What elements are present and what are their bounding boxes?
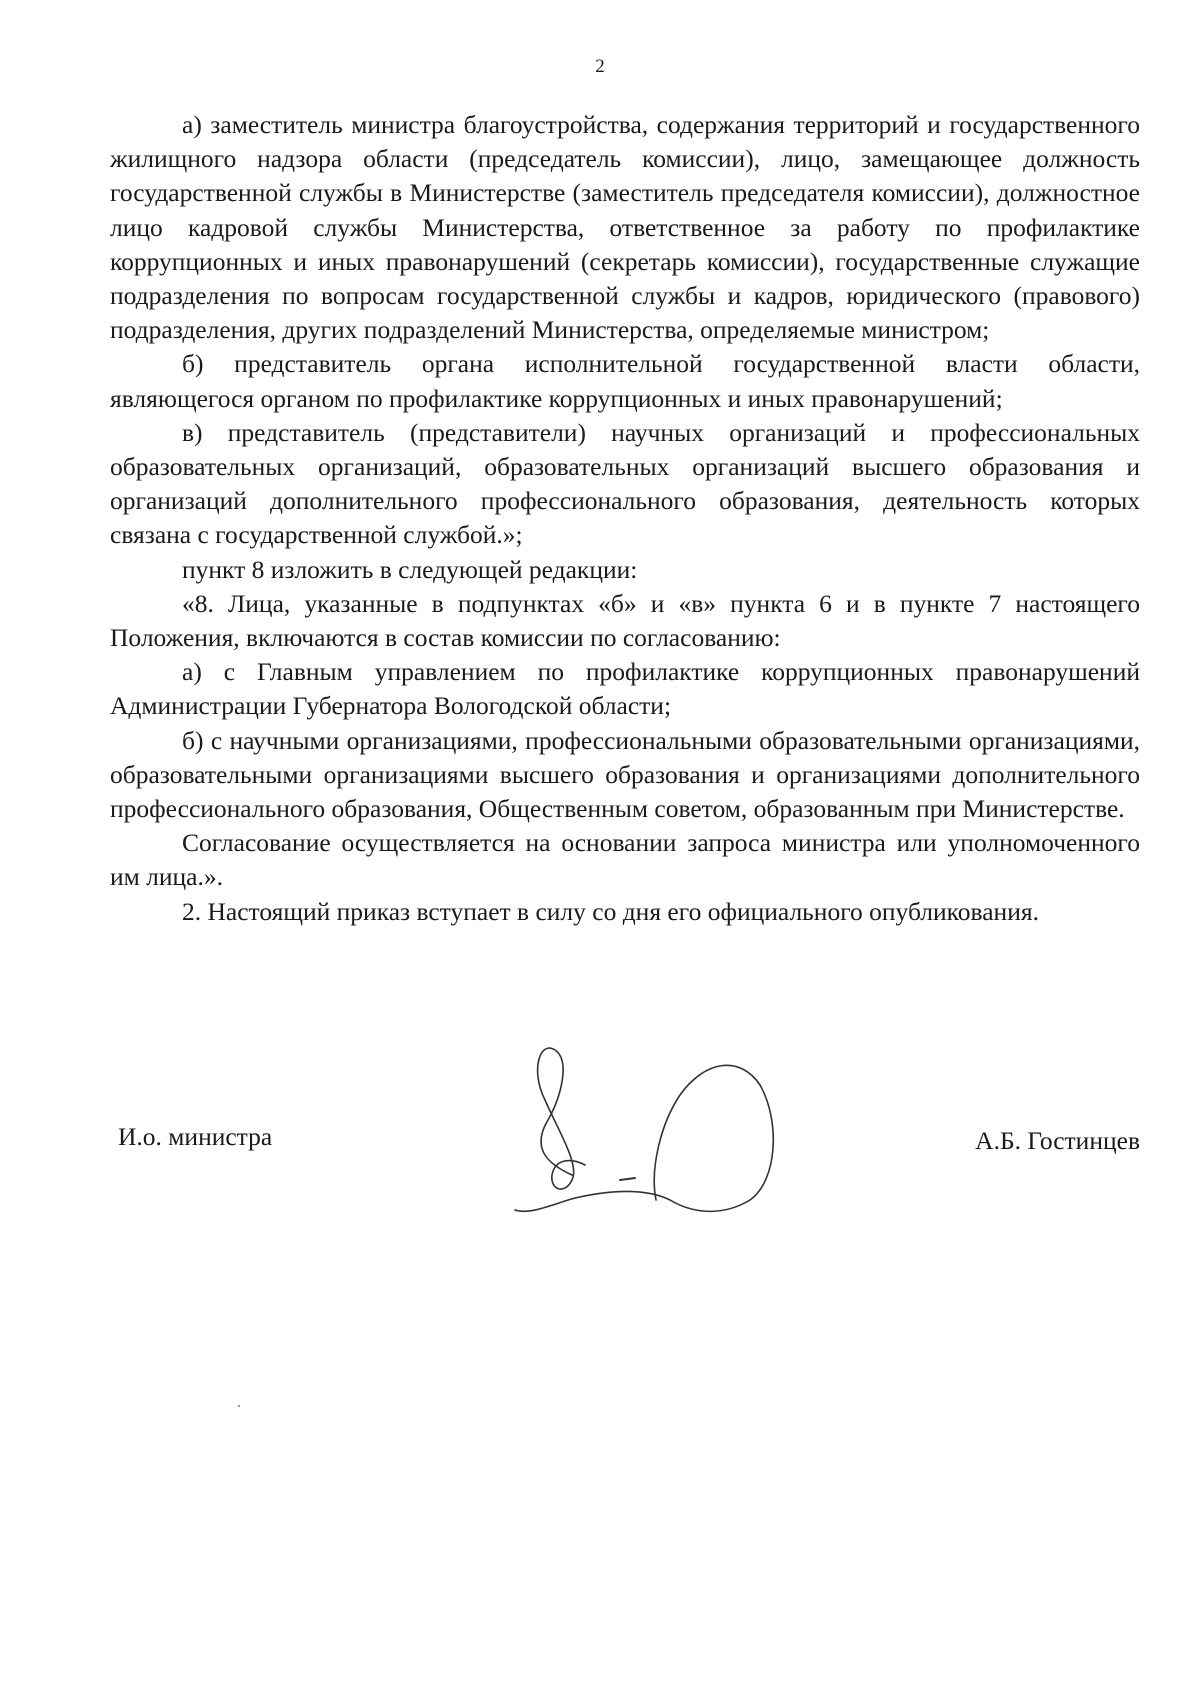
scan-speck [238, 1405, 240, 1407]
signatory-role: И.о. министра [118, 1122, 273, 1151]
paragraph-clause-8: «8. Лица, указанные в подпунктах «б» и «в» пункта 6 и в пункте 7 настоящего Положения, включаются в состав комиссии по согласованию: [110, 588, 1140, 653]
paragraph-effective-date: 2. Настоящий приказ вступает в силу со дня его официального опубликования. [182, 896, 1039, 926]
paragraph-clause-8-b: б) с научными организациями, профессиональными образовательными организациями, образовательными организациями высшего образования и организациями дополнительного профессионального образования, Общественным советом, образованным при Министерстве. [110, 725, 1140, 824]
paragraph-item-v: в) представитель (представители) научных организаций и профессиональных образовательных организаций, образовательных организаций высшего образования и организаций дополнительного профессионального образования, деятельность которых связана с государственной службой.»; [110, 417, 1140, 550]
paragraph-clause-8-a: а) с Главным управлением по профилактике коррупционных правонарушений Администрации Губернатора Вологодской области; [110, 657, 1140, 721]
document-body [110, 108, 1140, 929]
paragraph-clause-8-intro: пункт 8 изложить в следующей редакции: [182, 554, 638, 584]
signature-block [110, 1110, 1140, 1170]
signatory-name: А.Б. Гостинцев [975, 1126, 1140, 1155]
paragraph-item-a: а) заместитель министра благоустройства, содержания территорий и государственного жилищного надзора области (председатель комиссии), лицо, замещающее должность государственной службы в Министерстве (заместитель председателя комиссии), должностное лицо кадровой службы Министерства, ответственное за работу по профилактике коррупционных и иных правонарушений (секретарь комиссии), государственные служащие подразделения по вопросам государственной службы и кадров, юридического (правового) подразделения, других подразделений Министерства, определяемые министром; [110, 110, 1140, 345]
paragraph-item-b: б) представитель органа исполнительной государственной власти области, являющегося органом по профилактике коррупционных и иных правонарушений; [110, 349, 1140, 413]
page-number: 2 [595, 56, 605, 77]
paragraph-approval: Согласование осуществляется на основании запроса министра или уполномоченного им лица.». [110, 828, 1140, 892]
